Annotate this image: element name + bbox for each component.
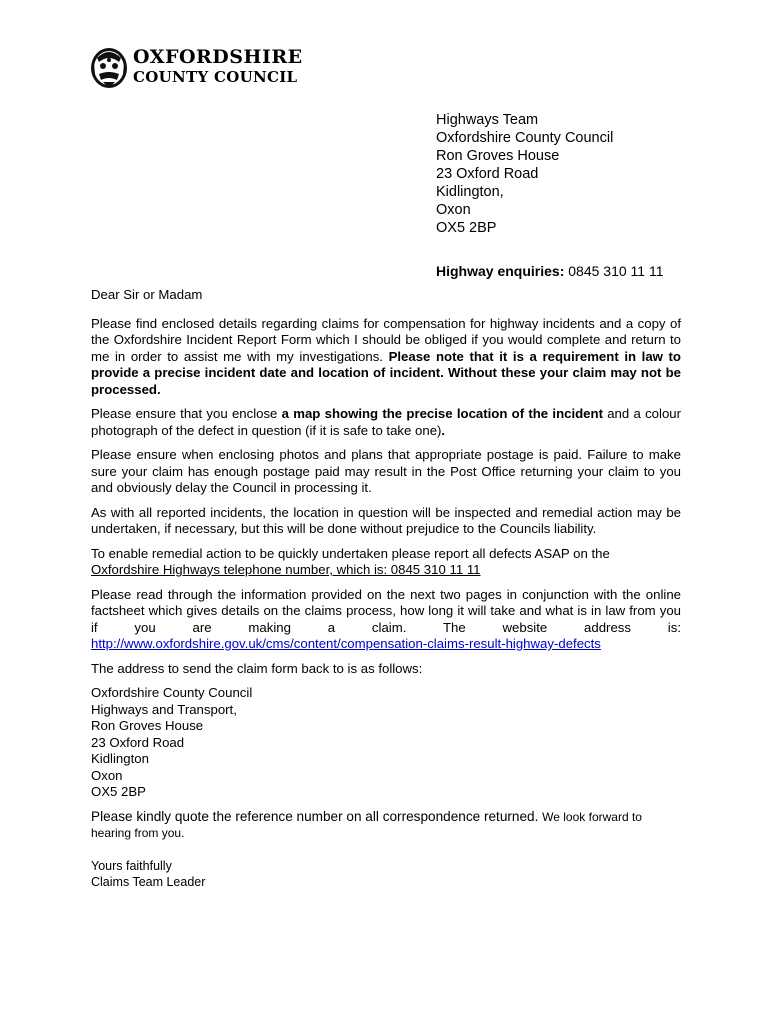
return-address-line: OX5 2BP <box>91 784 146 799</box>
paragraph-text: Please read through the information provided on the next two pages in conjunction with the online factsheet which gives details on the claims process, how long it will take and what is in law from you if you are making a claim. The website address is: <box>91 586 681 635</box>
sender-line: Oxfordshire County Council <box>436 130 614 146</box>
closing: Yours faithfully <box>91 858 172 873</box>
paragraph-enclose-map <box>91 406 681 439</box>
signature: Claims Team Leader <box>91 875 206 889</box>
underlined-phone-text: Oxfordshire Highways telephone number, which is: 0845 310 11 11 <box>91 562 481 577</box>
paragraph-text: and a colour photograph of the defect in question (if it is safe to take one) <box>91 406 681 438</box>
sender-address <box>436 111 613 237</box>
sender-line: Ron Groves House <box>436 148 560 164</box>
return-address-line: 23 Oxford Road <box>91 734 185 750</box>
paragraph-reference <box>91 809 681 842</box>
sender-line: 23 Oxford Road <box>436 166 539 182</box>
logo-title: OXFORDSHIRE <box>133 46 303 68</box>
paragraph-return-intro: The address to send the claim form back to is as follows: <box>91 660 423 676</box>
sender-line: Oxon <box>436 202 471 218</box>
council-logo <box>89 44 303 92</box>
return-address-line: Ron Groves House <box>91 718 204 733</box>
sign-off <box>91 858 681 891</box>
return-address-line: Oxfordshire County Council <box>91 685 253 700</box>
sender-line: Kidlington, <box>436 184 504 200</box>
return-address-line: Oxon <box>91 767 123 783</box>
return-address-line: Kidlington <box>91 751 149 766</box>
paragraph-small-text: We look forward to hearing from you. <box>91 809 642 840</box>
letter-body <box>91 287 681 891</box>
paragraph-inspection: As with all reported incidents, the location in question will be inspected and remedial action may be undertaken, if necessary, but this will be done without prejudice to the Councils liability. <box>91 504 681 536</box>
factsheet-link[interactable]: http://www.oxfordshire.gov.uk/cms/content/compensation-claims-result-highway-defects <box>91 636 601 651</box>
enquiries-number: 0845 310 11 11 <box>568 263 664 279</box>
crest-icon <box>89 44 131 92</box>
paragraph-postage: Please ensure when enclosing photos and plans that appropriate postage is paid. Failure to make sure your claim has enough postage paid may result in the Post Office returning your claim to you and obviously delay the Council in processing it. <box>91 447 681 495</box>
enquiries-label: Highway enquiries: <box>436 263 565 279</box>
sender-line: OX5 2BP <box>436 220 497 236</box>
paragraph-text: To enable remedial action to be quickly undertaken please report all defects ASAP on the <box>91 545 610 561</box>
paragraph-bold-text: Please note that it is a requirement in law to provide a precise incident date and location of incident. Without these your claim may not be processed. <box>91 348 681 397</box>
highway-enquiries <box>436 262 664 280</box>
paragraph-text: Please ensure that you enclose <box>91 406 282 421</box>
salutation: Dear Sir or Madam <box>91 287 203 302</box>
paragraph-bold-text: . <box>441 422 446 438</box>
sender-line: Highways Team <box>436 112 539 128</box>
paragraph-report-defects <box>91 546 681 579</box>
paragraph-claims-intro <box>91 316 681 399</box>
paragraph-factsheet <box>91 587 681 653</box>
return-address <box>91 685 681 801</box>
return-address-line: Highways and Transport, <box>91 701 237 717</box>
paragraph-text: Please kindly quote the reference number on all correspondence returned. <box>91 808 543 824</box>
logo-subtitle: COUNTY COUNCIL <box>133 68 298 86</box>
paragraph-bold-text: a map showing the precise location of the incident <box>281 406 603 421</box>
paragraph-text: Please find enclosed details regarding claims for compensation for highway incidents and a copy of the Oxfordshire Incident Report Form which I should be obliged if you would complete and return to me in order to assist me with my investigations. <box>91 315 681 364</box>
